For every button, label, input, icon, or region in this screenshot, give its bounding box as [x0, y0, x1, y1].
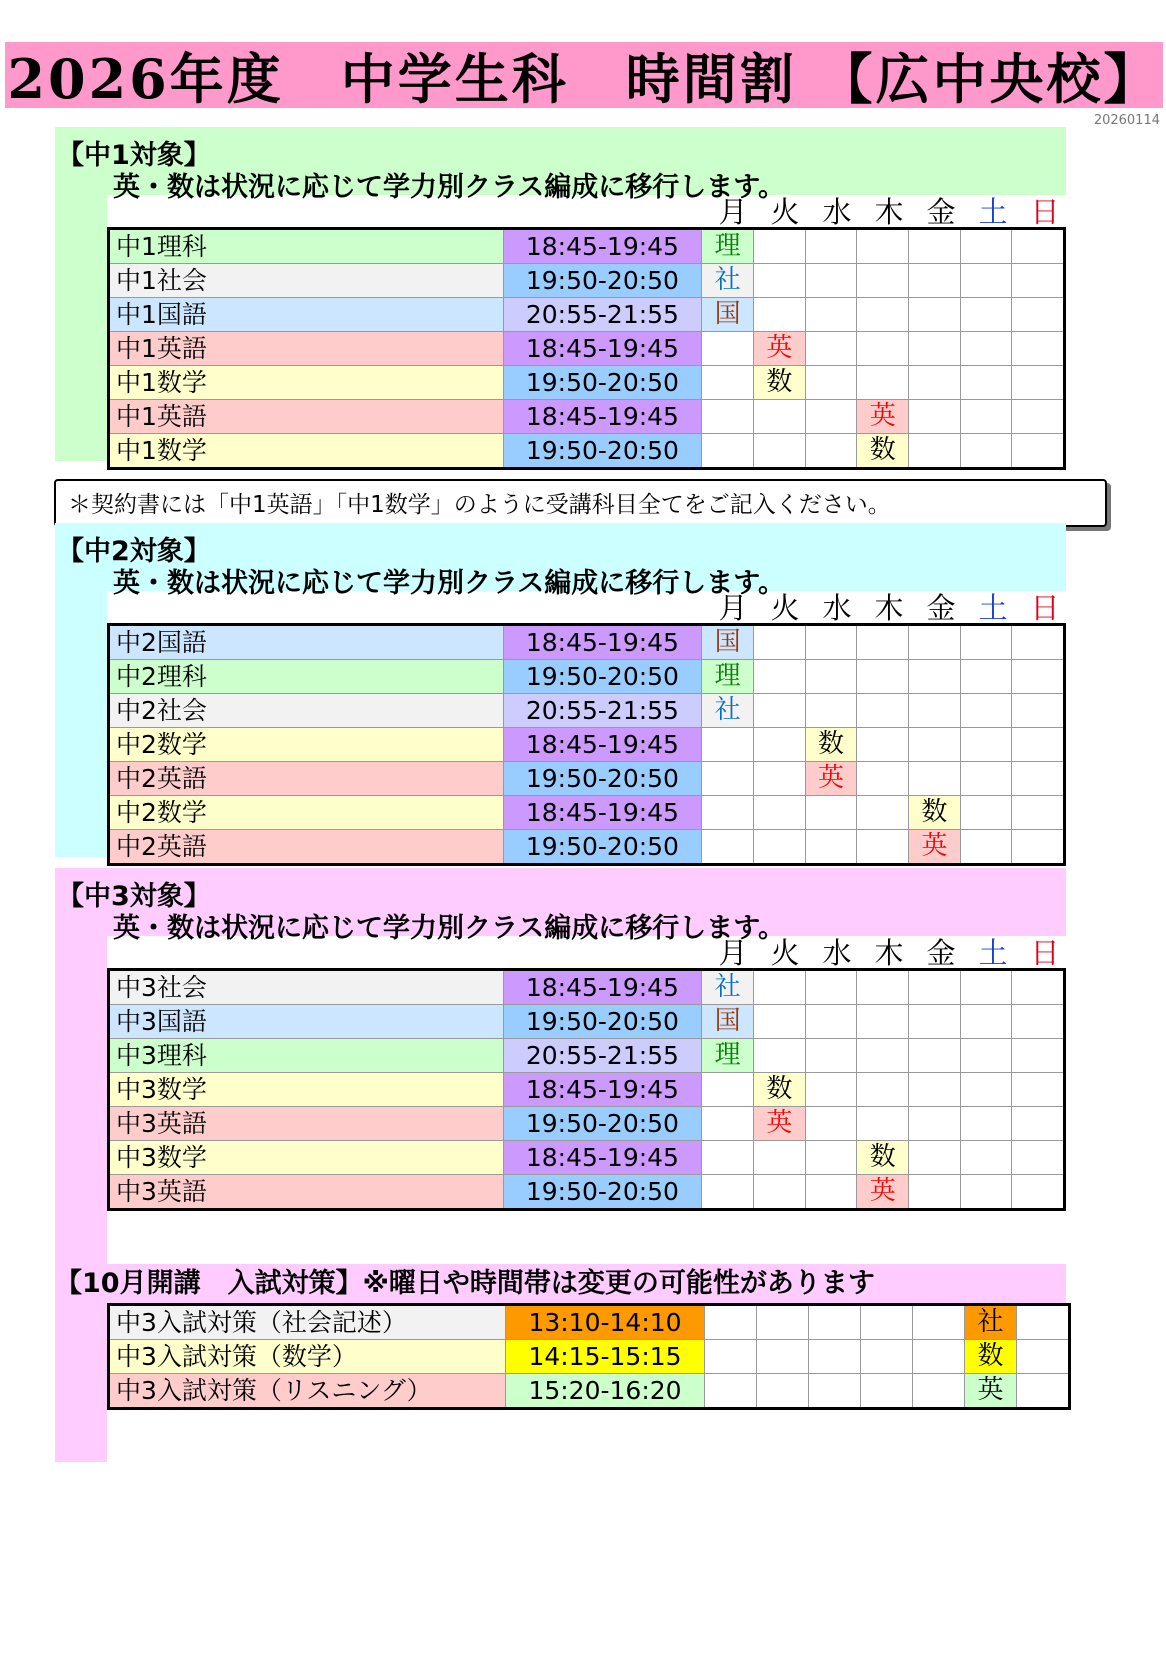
section-strip: [55, 936, 107, 1462]
day-cell-empty: [857, 970, 909, 1005]
day-cell-empty: [702, 434, 754, 469]
day-label: 火: [770, 195, 800, 229]
day-cell-empty: [1012, 298, 1065, 332]
day-cell-empty: [909, 1073, 961, 1107]
day-cell-empty: [805, 1107, 857, 1141]
day-cell-empty: [1012, 830, 1065, 865]
table-row: [109, 762, 1065, 796]
day-cell-empty: [757, 1305, 809, 1340]
day-cell-empty: [960, 762, 1012, 796]
day-cell-empty: [960, 366, 1012, 400]
day-cell-empty: [1012, 332, 1065, 366]
day-cell-empty: [960, 1107, 1012, 1141]
day-mark: 社: [702, 264, 754, 298]
course-time: 18:45-19:45: [503, 970, 702, 1005]
day-cell-empty: [1012, 660, 1065, 694]
day-cell-empty: [960, 1175, 1012, 1210]
day-label: 金: [926, 936, 956, 970]
day-label: 月: [718, 591, 748, 625]
day-cell-empty: [909, 229, 961, 264]
table-row: [109, 728, 1065, 762]
day-label: 日: [1030, 591, 1060, 625]
day-mark: 理: [702, 660, 754, 694]
section-label: 【中1対象】: [57, 140, 211, 171]
course-time: 19:50-20:50: [503, 830, 702, 865]
section-strip: [55, 195, 107, 461]
day-cell-empty: [960, 229, 1012, 264]
day-mark: 英: [857, 1175, 909, 1210]
day-cell-empty: [702, 762, 754, 796]
day-cell-empty: [909, 970, 961, 1005]
day-cell-empty: [702, 400, 754, 434]
table-row: [109, 625, 1065, 660]
day-cell-empty: [1012, 1175, 1065, 1210]
section-grade2: [55, 523, 1066, 861]
course-name: 中1英語: [109, 400, 504, 434]
contract-note: ＊契約書には「中1英語」「中1数学」のように受講科目全てをご記入ください。: [54, 479, 1107, 527]
day-cell-empty: [805, 1073, 857, 1107]
table-row: [109, 1374, 1070, 1409]
day-cell-empty: [908, 728, 960, 762]
exam-timetable: [107, 1303, 1071, 1410]
day-cell-empty: [909, 264, 961, 298]
day-mark: 数: [754, 366, 806, 400]
course-time: 19:50-20:50: [503, 1107, 702, 1141]
course-time: 18:45-19:45: [503, 332, 702, 366]
day-cell-empty: [909, 400, 961, 434]
course-name: 中3数学: [109, 1073, 504, 1107]
day-cell-empty: [960, 332, 1012, 366]
day-label: 土: [978, 936, 1008, 970]
day-cell-empty: [857, 660, 909, 694]
course-name: 中2英語: [109, 830, 504, 865]
day-cell-empty: [1012, 1073, 1065, 1107]
day-cell-empty: [909, 1005, 961, 1039]
page-title: 2026年度 中学生科 時間割 【広中央校】: [7, 46, 1161, 111]
day-cell-empty: [960, 264, 1012, 298]
day-cell-empty: [754, 1005, 806, 1039]
day-cell-empty: [960, 970, 1012, 1005]
day-cell-empty: [1017, 1374, 1070, 1409]
day-cell-empty: [754, 970, 806, 1005]
day-cell-empty: [809, 1340, 861, 1374]
day-cell-empty: [705, 1305, 757, 1340]
section-header: [55, 868, 1066, 944]
course-name: 中3理科: [109, 1039, 504, 1073]
section-label: 【中2対象】: [57, 536, 211, 567]
day-label: 月: [718, 195, 748, 229]
day-header: [707, 591, 1071, 625]
day-cell-empty: [805, 830, 857, 865]
day-cell-empty: [1012, 796, 1065, 830]
day-cell-empty: [861, 1374, 913, 1409]
course-name: 中3英語: [109, 1107, 504, 1141]
timetable: [107, 968, 1066, 1211]
day-cell-empty: [1012, 366, 1065, 400]
day-cell-empty: [754, 434, 806, 469]
day-cell-empty: [1012, 229, 1065, 264]
day-cell-empty: [805, 625, 857, 660]
day-cell-empty: [861, 1340, 913, 1374]
course-name: 中1国語: [109, 298, 504, 332]
timetable: [107, 227, 1066, 470]
course-name: 中3入試対策（社会記述）: [109, 1305, 506, 1340]
course-time: 19:50-20:50: [503, 1175, 702, 1210]
course-time: 15:20-16:20: [506, 1374, 705, 1409]
day-label: 火: [770, 591, 800, 625]
course-name: 中3数学: [109, 1141, 504, 1175]
course-time: 18:45-19:45: [503, 229, 702, 264]
day-cell-empty: [861, 1305, 913, 1340]
day-cell-empty: [1012, 1141, 1065, 1175]
day-cell-empty: [857, 1107, 909, 1141]
course-time: 18:45-19:45: [503, 728, 702, 762]
course-time: 19:50-20:50: [503, 762, 702, 796]
day-cell-empty: [909, 1141, 961, 1175]
table-row: [109, 694, 1065, 728]
day-cell-empty: [960, 1073, 1012, 1107]
day-cell-empty: [702, 332, 754, 366]
day-cell-empty: [960, 1005, 1012, 1039]
day-cell-empty: [908, 762, 960, 796]
course-name: 中2社会: [109, 694, 504, 728]
day-cell-empty: [1012, 264, 1065, 298]
course-time: 20:55-21:55: [503, 694, 702, 728]
table-row: [109, 660, 1065, 694]
day-label: 木: [874, 591, 904, 625]
section-header: [55, 127, 1066, 203]
day-cell-empty: [857, 229, 909, 264]
day-cell-empty: [805, 1005, 857, 1039]
day-cell-empty: [1012, 1039, 1065, 1073]
day-cell-empty: [805, 264, 857, 298]
table-row: [109, 1175, 1065, 1210]
day-cell-empty: [909, 298, 961, 332]
day-cell-empty: [960, 796, 1012, 830]
day-cell-empty: [913, 1305, 965, 1340]
day-label: 水: [822, 591, 852, 625]
day-mark: 数: [908, 796, 960, 830]
table-row: [109, 1005, 1065, 1039]
day-cell-empty: [805, 366, 857, 400]
course-name: 中1英語: [109, 332, 504, 366]
day-cell-empty: [805, 400, 857, 434]
course-time: 18:45-19:45: [503, 625, 702, 660]
day-cell-empty: [757, 1374, 809, 1409]
course-name: 中1数学: [109, 366, 504, 400]
day-cell-empty: [805, 298, 857, 332]
day-header: [707, 195, 1071, 229]
day-cell-empty: [705, 1374, 757, 1409]
day-cell-empty: [702, 830, 754, 865]
section-header: [55, 523, 1066, 599]
day-cell-empty: [908, 694, 960, 728]
day-mark: 数: [805, 728, 857, 762]
day-cell-empty: [702, 1107, 754, 1141]
section-note: 英・数は状況に応じて学力別クラス編成に移行します。: [113, 172, 786, 203]
day-label: 金: [926, 195, 956, 229]
day-mark: 英: [908, 830, 960, 865]
table-row: [109, 1073, 1065, 1107]
day-cell-empty: [1012, 970, 1065, 1005]
day-cell-empty: [754, 762, 806, 796]
table-row: [109, 1141, 1065, 1175]
day-mark: 国: [702, 625, 754, 660]
day-cell-empty: [1012, 434, 1065, 469]
table-row: [109, 332, 1065, 366]
day-cell-empty: [857, 1073, 909, 1107]
course-name: 中2理科: [109, 660, 504, 694]
exam-heading: 【10月開講 入試対策】※曜日や時間帯は変更の可能性があります: [55, 1264, 1066, 1304]
day-mark: 数: [754, 1073, 806, 1107]
table-row: [109, 1340, 1070, 1374]
day-cell-empty: [857, 796, 909, 830]
day-label: 土: [978, 591, 1008, 625]
day-cell-empty: [857, 298, 909, 332]
day-mark: 社: [702, 970, 754, 1005]
day-cell-empty: [909, 1175, 961, 1210]
day-cell-empty: [908, 660, 960, 694]
course-name: 中2数学: [109, 728, 504, 762]
table-row: [109, 796, 1065, 830]
table-row: [109, 229, 1065, 264]
day-cell-empty: [805, 434, 857, 469]
day-cell-empty: [1012, 625, 1065, 660]
day-cell-empty: [857, 694, 909, 728]
day-cell-empty: [1012, 400, 1065, 434]
course-name: 中3入試対策（リスニング）: [109, 1374, 506, 1409]
day-cell-empty: [960, 728, 1012, 762]
day-cell-empty: [754, 298, 806, 332]
course-time: 19:50-20:50: [503, 366, 702, 400]
day-cell-empty: [857, 625, 909, 660]
day-label: 月: [718, 936, 748, 970]
day-mark: 英: [754, 1107, 806, 1141]
day-cell-empty: [960, 830, 1012, 865]
day-cell-empty: [754, 796, 806, 830]
day-cell-empty: [1012, 694, 1065, 728]
course-time: 19:50-20:50: [503, 264, 702, 298]
table-row: [109, 1107, 1065, 1141]
day-mark: 理: [702, 229, 754, 264]
course-name: 中2数学: [109, 796, 504, 830]
day-cell-empty: [805, 332, 857, 366]
day-mark: 英: [965, 1374, 1017, 1409]
day-cell-empty: [1012, 762, 1065, 796]
day-cell-empty: [702, 1073, 754, 1107]
course-name: 中1数学: [109, 434, 504, 469]
day-mark: 数: [965, 1340, 1017, 1374]
day-cell-empty: [754, 660, 806, 694]
day-cell-empty: [805, 1039, 857, 1073]
day-cell-empty: [913, 1340, 965, 1374]
day-mark: 社: [702, 694, 754, 728]
course-time: 20:55-21:55: [503, 1039, 702, 1073]
day-cell-empty: [754, 694, 806, 728]
table-row: [109, 970, 1065, 1005]
course-time: 19:50-20:50: [503, 660, 702, 694]
day-cell-empty: [754, 400, 806, 434]
day-cell-empty: [857, 366, 909, 400]
day-cell-empty: [702, 796, 754, 830]
day-cell-empty: [702, 1141, 754, 1175]
day-label: 水: [822, 936, 852, 970]
day-cell-empty: [960, 434, 1012, 469]
day-cell-empty: [754, 229, 806, 264]
day-cell-empty: [809, 1374, 861, 1409]
course-name: 中2英語: [109, 762, 504, 796]
day-label: 土: [978, 195, 1008, 229]
day-cell-empty: [754, 1141, 806, 1175]
table-row: [109, 264, 1065, 298]
course-time: 18:45-19:45: [503, 1073, 702, 1107]
day-mark: 理: [702, 1039, 754, 1073]
day-mark: 社: [965, 1305, 1017, 1340]
day-label: 木: [874, 936, 904, 970]
day-cell-empty: [805, 1175, 857, 1210]
day-cell-empty: [805, 694, 857, 728]
day-cell-empty: [960, 1039, 1012, 1073]
day-cell-empty: [857, 1039, 909, 1073]
table-row: [109, 1039, 1065, 1073]
course-time: 18:45-19:45: [503, 400, 702, 434]
section-grade3: [55, 868, 1066, 1206]
day-cell-empty: [754, 1039, 806, 1073]
day-label: 木: [874, 195, 904, 229]
document-date: 20260114: [1093, 113, 1160, 128]
course-name: 中3社会: [109, 970, 504, 1005]
day-mark: 数: [857, 434, 909, 469]
section-strip: [55, 591, 107, 857]
table-row: [109, 830, 1065, 865]
day-label: 日: [1030, 936, 1060, 970]
section-note: 英・数は状況に応じて学力別クラス編成に移行します。: [113, 913, 786, 944]
day-mark: 英: [805, 762, 857, 796]
timetable: [107, 623, 1066, 866]
day-cell-empty: [909, 332, 961, 366]
day-cell-empty: [705, 1340, 757, 1374]
day-cell-empty: [702, 366, 754, 400]
day-cell-empty: [960, 1141, 1012, 1175]
day-cell-empty: [913, 1374, 965, 1409]
day-cell-empty: [857, 264, 909, 298]
day-cell-empty: [960, 625, 1012, 660]
day-cell-empty: [702, 728, 754, 762]
day-cell-empty: [805, 660, 857, 694]
title-bar: [5, 42, 1163, 111]
day-cell-empty: [857, 830, 909, 865]
day-cell-empty: [960, 660, 1012, 694]
day-cell-empty: [1012, 1107, 1065, 1141]
course-time: 20:55-21:55: [503, 298, 702, 332]
table-row: [109, 366, 1065, 400]
day-cell-empty: [857, 762, 909, 796]
course-name: 中1理科: [109, 229, 504, 264]
section-grade1: [55, 127, 1066, 465]
course-time: 19:50-20:50: [503, 434, 702, 469]
day-label: 金: [926, 591, 956, 625]
day-header: [707, 936, 1071, 970]
day-cell-empty: [960, 298, 1012, 332]
day-cell-empty: [857, 1005, 909, 1039]
day-cell-empty: [809, 1305, 861, 1340]
day-cell-empty: [805, 229, 857, 264]
course-name: 中1社会: [109, 264, 504, 298]
day-cell-empty: [754, 625, 806, 660]
day-mark: 国: [702, 1005, 754, 1039]
day-cell-empty: [754, 1175, 806, 1210]
day-cell-empty: [909, 1039, 961, 1073]
day-cell-empty: [754, 830, 806, 865]
course-time: 13:10-14:10: [506, 1305, 705, 1340]
day-cell-empty: [908, 625, 960, 660]
table-row: [109, 434, 1065, 469]
section-label: 【中3対象】: [57, 881, 211, 912]
day-mark: 国: [702, 298, 754, 332]
day-cell-empty: [754, 728, 806, 762]
day-cell-empty: [805, 796, 857, 830]
course-time: 18:45-19:45: [503, 1141, 702, 1175]
day-cell-empty: [805, 970, 857, 1005]
course-name: 中3英語: [109, 1175, 504, 1210]
day-mark: 数: [857, 1141, 909, 1175]
day-cell-empty: [960, 400, 1012, 434]
section-note: 英・数は状況に応じて学力別クラス編成に移行します。: [113, 568, 786, 599]
course-name: 中2国語: [109, 625, 504, 660]
day-cell-empty: [960, 694, 1012, 728]
day-cell-empty: [702, 1175, 754, 1210]
day-cell-empty: [757, 1340, 809, 1374]
day-cell-empty: [857, 332, 909, 366]
day-cell-empty: [1017, 1305, 1070, 1340]
table-row: [109, 400, 1065, 434]
day-cell-empty: [909, 1107, 961, 1141]
day-mark: 英: [857, 400, 909, 434]
day-cell-empty: [909, 434, 961, 469]
day-cell-empty: [1017, 1340, 1070, 1374]
day-cell-empty: [754, 264, 806, 298]
course-name: 中3国語: [109, 1005, 504, 1039]
day-cell-empty: [1012, 1005, 1065, 1039]
day-cell-empty: [857, 728, 909, 762]
table-row: [109, 298, 1065, 332]
day-label: 水: [822, 195, 852, 229]
course-time: 18:45-19:45: [503, 796, 702, 830]
course-time: 14:15-15:15: [506, 1340, 705, 1374]
day-label: 日: [1030, 195, 1060, 229]
course-name: 中3入試対策（数学）: [109, 1340, 506, 1374]
day-cell-empty: [805, 1141, 857, 1175]
course-time: 19:50-20:50: [503, 1005, 702, 1039]
day-cell-empty: [1012, 728, 1065, 762]
day-label: 火: [770, 936, 800, 970]
day-mark: 英: [754, 332, 806, 366]
table-row: [109, 1305, 1070, 1340]
day-cell-empty: [909, 366, 961, 400]
